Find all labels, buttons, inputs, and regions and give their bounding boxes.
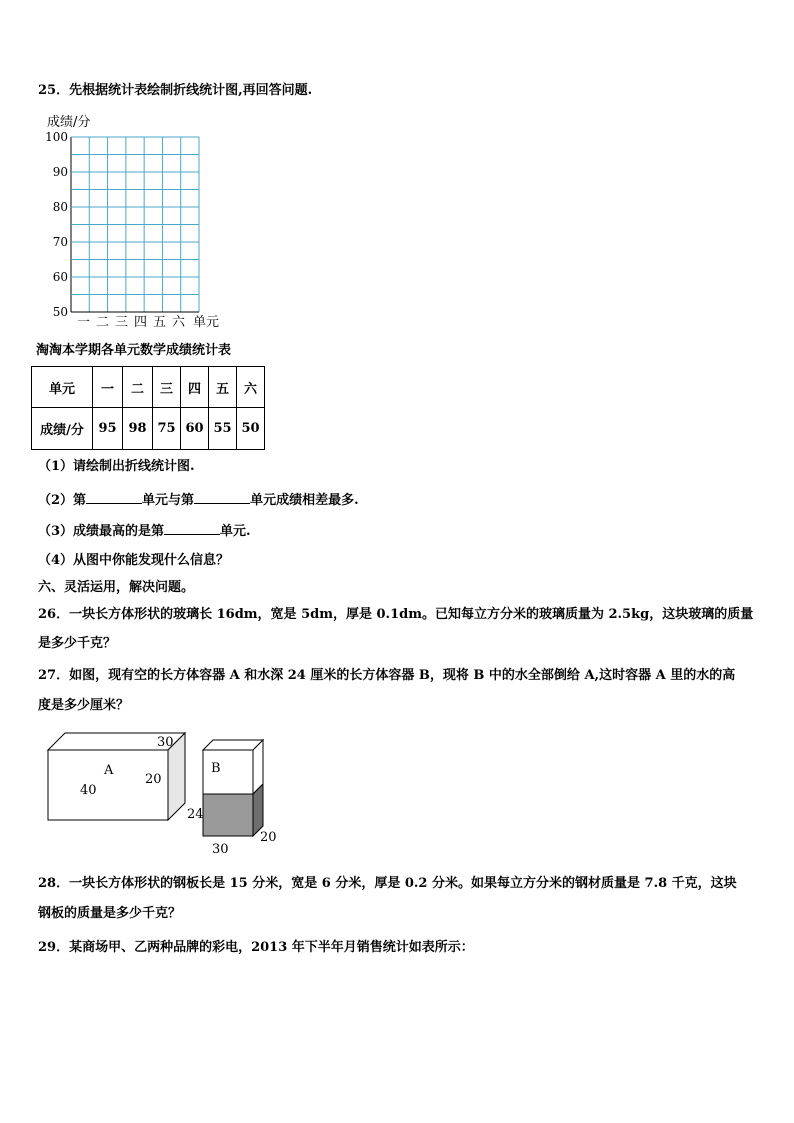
sub2-text-c: 单元成绩相差最多.	[250, 493, 359, 508]
answer-blank[interactable]	[164, 522, 220, 535]
chart-xlabels	[77, 315, 186, 330]
q26-line2: 是多少千克？	[38, 636, 117, 651]
q28-line2: 钢板的质量是多少千克？	[38, 906, 182, 921]
score-table	[31, 366, 265, 450]
table-row-label: 成绩/分	[32, 408, 93, 450]
x-tick-label: 五	[153, 315, 167, 330]
container-a-height: 30	[157, 735, 174, 750]
sub2-text-b: 单元与第	[142, 493, 195, 508]
sub3-text-b: 单元.	[220, 524, 251, 539]
container-b-label: B	[211, 761, 221, 776]
unit-cell: 四	[181, 367, 209, 408]
q25-sub4: （4）从图中你能发现什么信息？	[38, 553, 230, 568]
x-tick-label: 三	[115, 315, 129, 330]
y-tick-label: 90	[52, 165, 68, 179]
chart-yticks	[45, 130, 68, 319]
unit-cell: 三	[153, 367, 181, 408]
q25-chart	[36, 110, 276, 330]
sub3-text-a: （3）成绩最高的是第	[38, 524, 165, 539]
q26-line1: 26．一块长方体形状的玻璃长 16dm，宽是 5dm，厚是 0.1dm。已知每立方分米的玻璃质量为 2.5kg，这块玻璃的质量	[38, 607, 754, 622]
container-a-label: A	[104, 763, 114, 778]
x-tick-label: 四	[134, 315, 148, 330]
container-b-length: 30	[212, 842, 229, 857]
score-cell: 50	[237, 408, 265, 450]
unit-cell: 一	[93, 367, 123, 408]
unit-cell: 二	[123, 367, 153, 408]
x-tick-label: 一	[77, 315, 91, 330]
table-header-label: 单元	[32, 367, 93, 408]
y-tick-label: 60	[52, 270, 68, 284]
container-b	[203, 740, 263, 836]
score-cell: 95	[93, 408, 123, 450]
chart-xunit: 单元	[193, 315, 220, 330]
table-header-row	[32, 367, 265, 408]
answer-blank[interactable]	[194, 491, 250, 504]
answer-blank[interactable]	[86, 491, 142, 504]
q25-sub1: （1）请绘制出折线统计图.	[38, 459, 195, 474]
q27-figure	[44, 728, 304, 858]
score-cell: 55	[209, 408, 237, 450]
container-a-width: 20	[145, 772, 162, 787]
x-tick-label: 二	[96, 315, 110, 330]
q25-table-title: 淘淘本学期各单元数学成绩统计表	[36, 343, 232, 358]
score-cell: 75	[153, 408, 181, 450]
q27-line2: 度是多少厘米？	[38, 698, 130, 713]
section-6-heading: 六、灵活运用，解决问题。	[38, 580, 195, 595]
q25-title: 25．先根据统计表绘制折线统计图,再回答问题.	[38, 83, 313, 98]
q25-sub2	[38, 491, 359, 509]
q25-sub3	[38, 522, 251, 540]
y-tick-label: 80	[52, 200, 68, 214]
x-tick-label: 六	[172, 315, 186, 330]
y-tick-label: 70	[52, 235, 68, 249]
unit-cell: 五	[209, 367, 237, 408]
container-b-water-depth: 24	[187, 807, 204, 822]
chart-grid	[71, 137, 199, 312]
y-tick-label: 100	[45, 130, 68, 144]
container-a-length: 40	[80, 783, 97, 798]
q27-line1: 27．如图，现有空的长方体容器 A 和水深 24 厘米的长方体容器 B，现将 B 中的水全部倒给 A,这时容器 A 里的水的高	[38, 668, 736, 683]
score-cell: 60	[181, 408, 209, 450]
q29-line1: 29．某商场甲、乙两种品牌的彩电，2013 年下半年月销售统计如表所示：	[38, 940, 474, 955]
y-tick-label: 50	[52, 305, 68, 319]
container-b-depth: 20	[260, 830, 277, 845]
unit-cell: 六	[237, 367, 265, 408]
table-score-row	[32, 408, 265, 450]
chart-ylabel: 成绩/分	[47, 115, 91, 130]
score-cell: 98	[123, 408, 153, 450]
q28-line1: 28．一块长方体形状的钢板长是 15 分米，宽是 6 分米，厚是 0.2 分米。如果每立方分米的钢材质量是 7.8 千克，这块	[38, 876, 737, 891]
sub2-text-a: （2）第	[38, 493, 87, 508]
